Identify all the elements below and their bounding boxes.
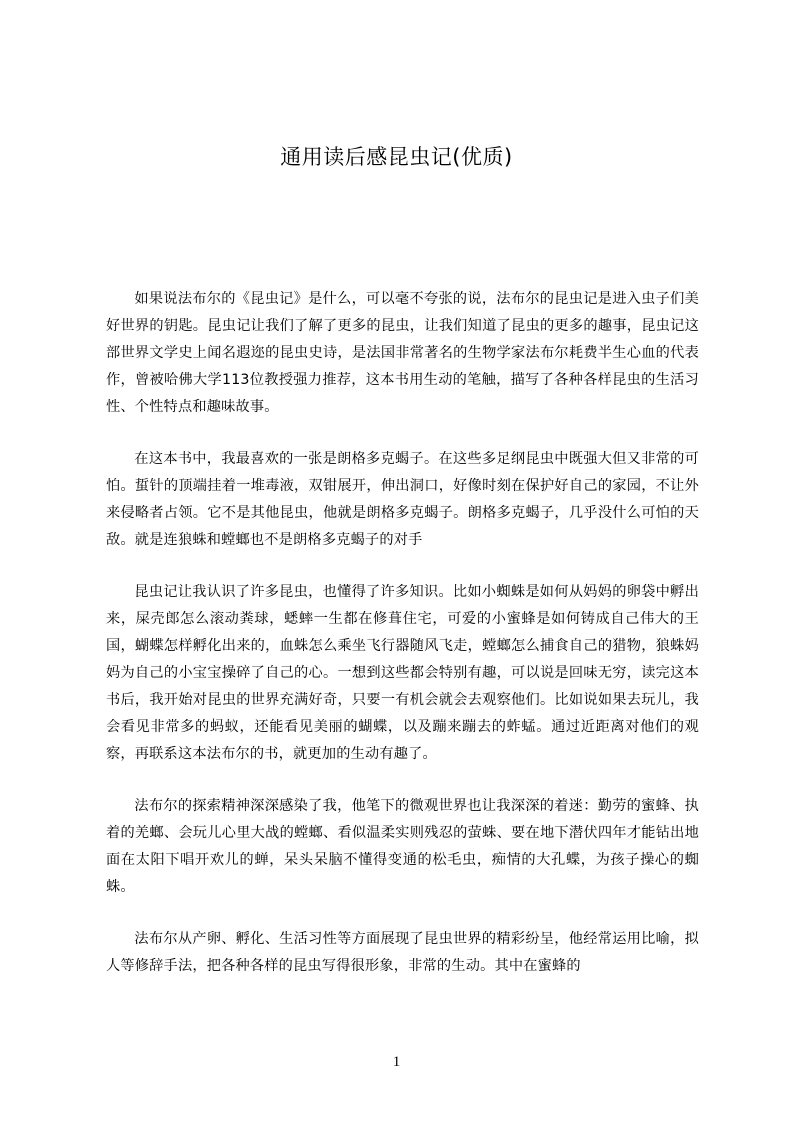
page-number: 1 <box>392 1054 401 1070</box>
document-title: 通用读后感昆虫记(优质) <box>280 145 513 169</box>
paragraph-2: 在这本书中，我最喜欢的一张是朗格多克蝎子。在这些多足纲昆虫中既强大但又非常的可怕。蜇针的顶端挂着一堆毒液，双钳展开，伸出洞口，好像时刻在保护好自己的家园，不让外来侵略者占领。它不是其他昆虫，他就是朗格多克蝎子。朗格多克蝎子，几乎没什么可怕的天敌。就是连狼蛛和螳螂也不是朗格多克蝎子的对手 <box>106 451 699 548</box>
document-body <box>106 286 699 1005</box>
paragraph-4: 法布尔的探索精神深深感染了我，他笔下的微观世界也让我深深的着迷：勤劳的蜜蜂、执着的羌螂、会玩儿心里大战的螳螂、看似温柔实则残忍的萤蛛、要在地下潜伏四年才能钻出地面在太阳下唱开欢儿的蝉，呆头呆脑不懂得变通的松毛虫，痴情的大孔蝶，为孩子操心的蜘蛛。 <box>106 798 699 895</box>
paragraph-1: 如果说法布尔的《昆虫记》是什么，可以毫不夸张的说，法布尔的昆虫记是进入虫子们美好世界的钥匙。昆虫记让我们了解了更多的昆虫，让我们知道了昆虫的更多的趣事，昆虫记这部世界文学史上闻名遐迩的昆虫史诗，是法国非常著名的生物学家法布尔耗费半生心血的代表作，曾被哈佛大学113位教授强力推荐，这本书用生动的笔触，描写了各种各样昆虫的生活习性、个性特点和趣味故事。 <box>106 291 699 415</box>
paragraph-5: 法布尔从产卵、孵化、生活习性等方面展现了昆虫世界的精彩纷呈，他经常运用比喻，拟人等修辞手法，把各种各样的昆虫写得很形象，非常的生动。其中在蜜蜂的 <box>106 931 699 974</box>
paragraph-3: 昆虫记让我认识了许多昆虫，也懂得了许多知识。比如小蜘蛛是如何从妈妈的卵袋中孵出来，屎壳郎怎么滚动粪球，蟋蟀一生都在修葺住宅，可爱的小蜜蜂是如何铸成自己伟大的王国，蝴蝶怎样孵化出来的，血蛛怎么乘坐飞行器随风飞走，螳螂怎么捕食自己的猎物，狼蛛妈妈为自己的小宝宝操碎了自己的心。一想到这些都会特别有趣，可以说是回味无穷，读完这本书后，我开始对昆虫的世界充满好奇，只要一有机会就会去观察他们。比如说如果去玩儿，我会看见非常多的蚂蚁，还能看见美丽的蝴蝶，以及蹦来蹦去的蚱蜢。通过近距离对他们的观察，再联系这本法布尔的书，就更加的生动有趣了。 <box>106 584 699 762</box>
